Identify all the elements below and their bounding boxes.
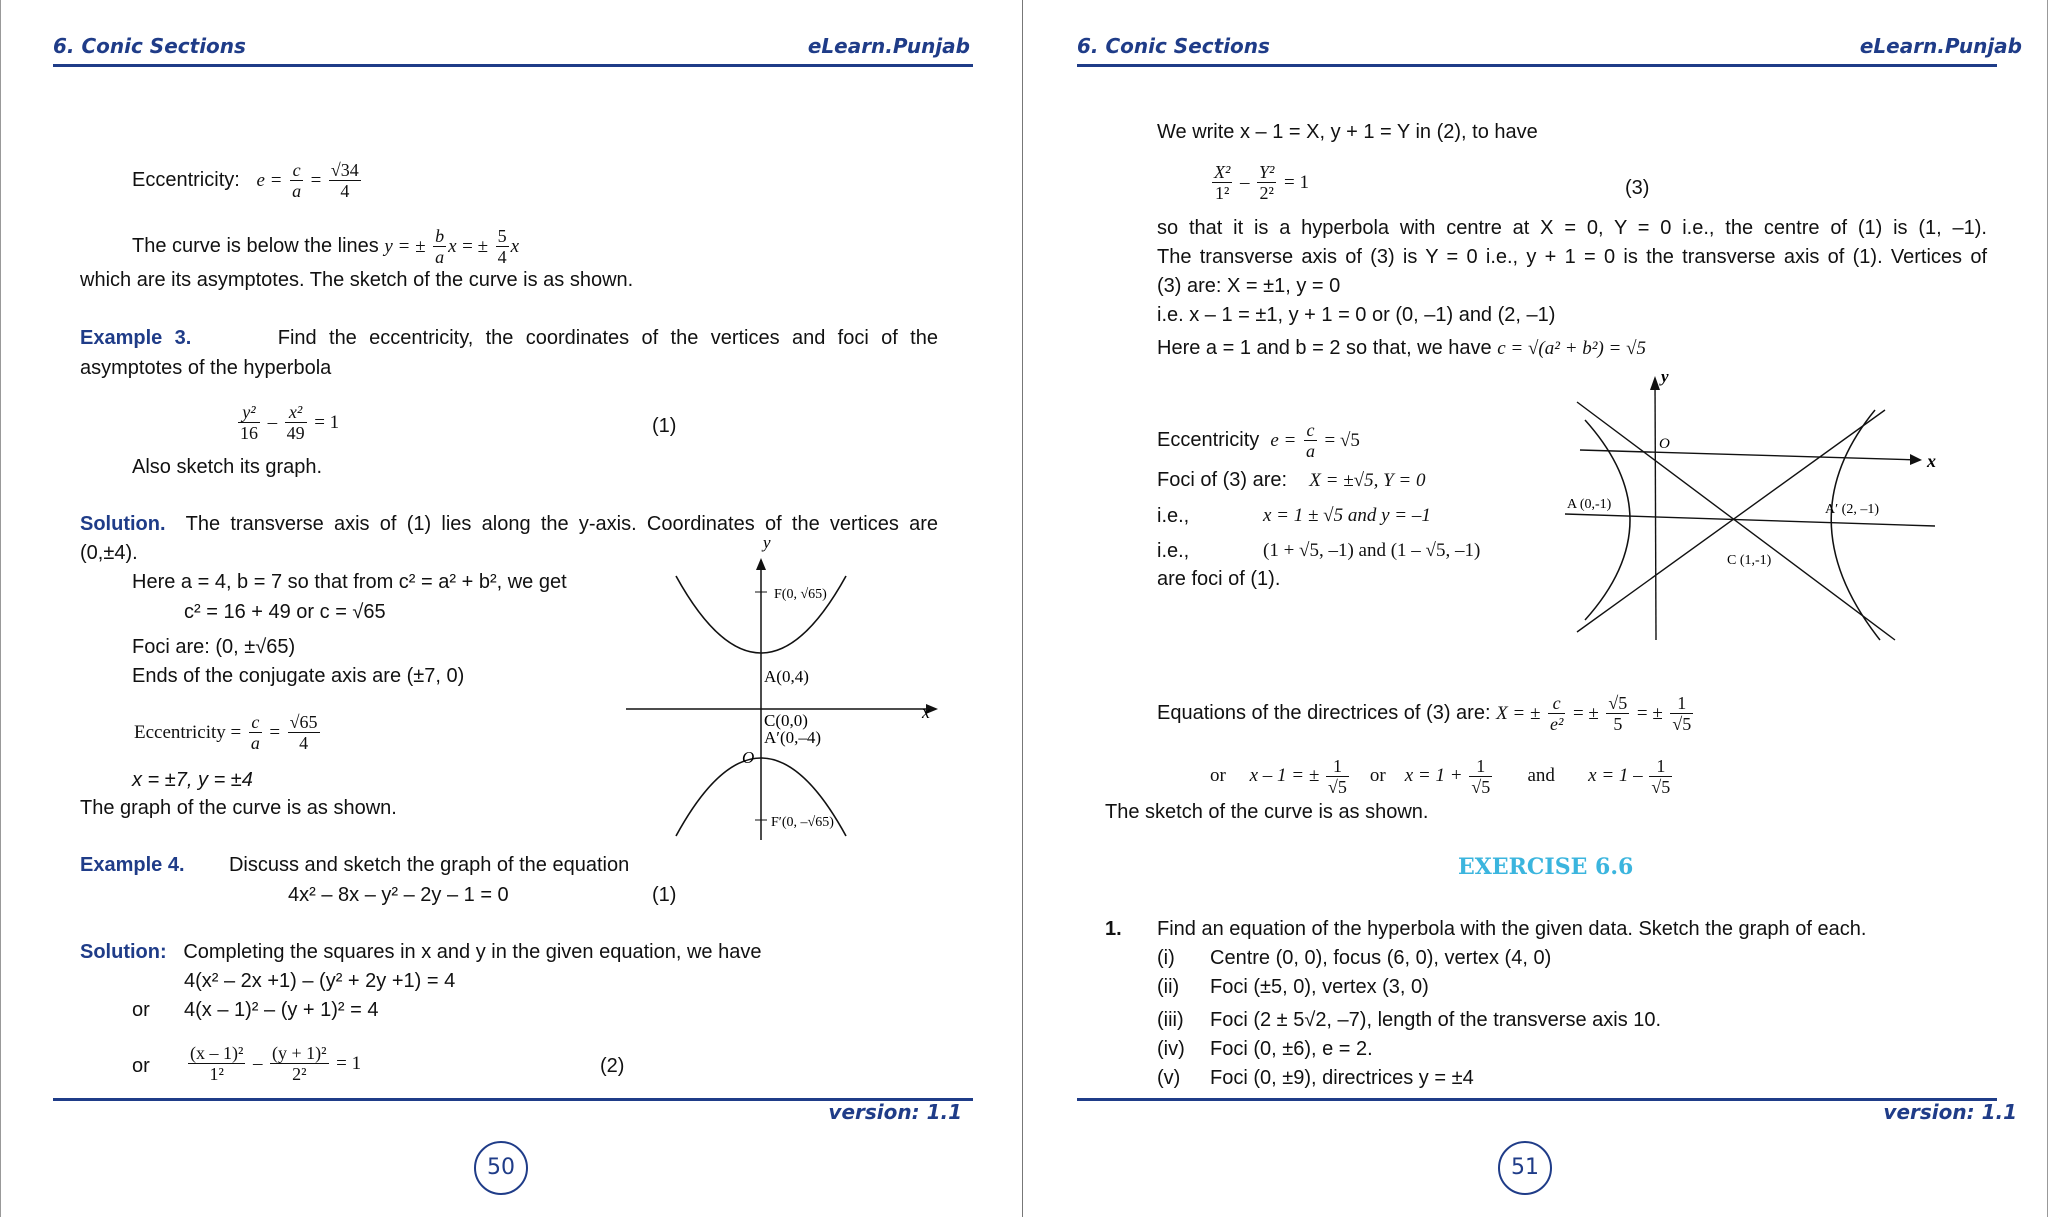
item-text: Foci (±5, 0), vertex (3, 0) [1210, 976, 1429, 998]
y-axis-label: y [763, 540, 771, 552]
eccentricity-line: Eccentricity: e = $\frac{c}{a}$ = $\frac{√34}{4}$ [132, 160, 359, 201]
version-label: version: 1.1 [828, 1100, 962, 1124]
solution-4: Solution: Completing the squares in x and y in the given equation, we have [80, 941, 762, 963]
centre-label: C (1,-1) [1727, 553, 1772, 568]
paragraph: Also sketch its graph. [132, 456, 323, 478]
item-number: (iv) [1157, 1038, 1185, 1060]
x-axis-label: x [922, 702, 930, 722]
version-label: version: 1.1 [1883, 1100, 2017, 1124]
example-4: Example 4. Discuss and sketch the graph of the equation [80, 854, 630, 876]
paragraph: so that it is a hyperbola with centre at X = 0, Y = 0 i.e., the centre of (1) is (1, –1). [1157, 217, 1987, 239]
asymptote-line: The curve is below the lines y = ± $\frac{b}{a}$ x = ± $\frac{5}{4}$ x [132, 226, 520, 267]
item-number: (ii) [1157, 976, 1180, 998]
eccentricity-line-3: Eccentricity e = $\frac{c}{a}$ = √5 [1157, 420, 1360, 461]
item-number: (v) [1157, 1067, 1181, 1089]
brand-header: eLearn.Punjab [1859, 34, 2022, 58]
equation-number: (2) [600, 1055, 625, 1077]
equation-number: (1) [652, 884, 677, 906]
paragraph: asymptotes of the hyperbola [80, 357, 332, 379]
hyperbola-graph-2 [1555, 370, 1945, 650]
footer-rule [1077, 1098, 1997, 1101]
header-rule [1077, 64, 1997, 67]
equation-3: $\frac{\text{X²}}{\text{1²}}$ – $\frac{\text{Y²}}{\text{2²}}$ = 1 [1214, 162, 1309, 203]
fraction: $\frac{c}{a}$ [292, 160, 302, 201]
right-page: 6. Conic Sections eLearn.Punjab We write x – 1 = X, y + 1 = Y in (2), to have $\frac{\text{X²}}{\text{1²}}$ – $\frac{\text{Y²}}{\text{2²}}$ = 1 (3) so that it is a hyperbola with centre at X = 0, Y = 0 i.e., the centre of (1) is (1, –1). The transverse axis of (3) is Y = 0 i.e., y + 1 = 0 is the transverse axis of (1). Vertices of (3) are: X = ±1, y = 0 i.e. x – 1 = ±1, y + 1 = 0 or (0, –1) and (2, –1) Here a = 1 and b = 2 so that, we have c = √(a² + b²) = √5 Eccentricity e = $\frac{c}{a}$ = √5 Foci of (3) are: X = ±√5, Y = 0 i.e., x = 1 ± √5 and y = –1 i.e., (1 + √5, –1) and (1 – √5, –1) are foci of (1). y x O A (0,-1) A′ (2, –1) C (1,-1) Equations of the directrices of (3) are: X = ± $\frac{c}{\text{e²}}$ = ± $\frac{√5}{5}$ = ± $\frac{1}{√5}$ or x – 1 = ± $\frac{1}{√5}$ or x = 1 + $\frac{1}{√5}$ and x = 1 – $\frac{1}{√5}$ The sketch of the curve is as shown. EXERCISE 6.6 1. Find an equation of the hyperbola with the given data. Sketch the graph of each. (i) Centre (0, 0), focus (6, 0), vertex (4, 0) (ii) Foci (±5, 0), vertex (3, 0) (iii) Foci (2 ± 5√2, –7), length of the transverse axis 10. (iv) Foci (0, ±6), e = 2. (v) Foci (0, ±9), directrices y = ±4 version: 1.1 51 [1025, 0, 2048, 1217]
origin-label: O [742, 748, 755, 767]
fraction: $\frac{√34}{4}$ [330, 160, 359, 201]
directrix-line: Equations of the directrices of (3) are: X = ± $\frac{c}{\text{e²}}$ = ± $\frac{√5}{5}$ = ± $\frac{1}{√5}$ [1157, 693, 1692, 734]
hyperbola-graph-1 [626, 540, 946, 840]
chapter-header: 6. Conic Sections [1077, 34, 1270, 58]
item-text: Foci (0, ±9), directrices y = ±4 [1210, 1067, 1474, 1089]
solution-3: Solution. The transverse axis of (1) lies along the y-axis. Coordinates of the vertices are [80, 513, 938, 535]
focus-label: F′(0, –√65) [771, 815, 834, 830]
exercise-title: EXERCISE 6.6 [1458, 854, 1634, 880]
paragraph: i.e. x – 1 = ±1, y + 1 = 0 or (0, –1) and (2, –1) [1157, 304, 1556, 326]
equation-1: $\frac{\text{y²}}{16}$ – $\frac{\text{x²}}{49}$ = 1 [240, 402, 340, 443]
vertex-label: A (0,-1) [1567, 497, 1612, 512]
example-3: Example 3. Find the eccentricity, the coordinates of the vertices and foci of the [80, 327, 938, 349]
item-text: Centre (0, 0), focus (6, 0), vertex (4, 0) [1210, 947, 1552, 969]
equation-number: (1) [652, 415, 677, 437]
question-text: Find an equation of the hyperbola with the given data. Sketch the graph of each. [1157, 918, 1867, 940]
foci-line: Foci of (3) are: X = ±√5, Y = 0 [1157, 469, 1426, 491]
equation-number: (3) [1625, 177, 1650, 199]
vertex-label: A′ (2, –1) [1825, 502, 1879, 517]
brand-header: eLearn.Punjab [807, 34, 970, 58]
vertex-label: A(0,4) [764, 667, 809, 686]
y-axis-label: y [1661, 370, 1669, 386]
page-number: 50 [474, 1141, 528, 1195]
paragraph: which are its asymptotes. The sketch of the curve is as shown. [80, 269, 634, 291]
question-number: 1. [1105, 918, 1122, 940]
origin-label: O [1659, 436, 1670, 452]
item-text: Foci (2 ± 5√2, –7), length of the transverse axis 10. [1210, 1009, 1662, 1031]
item-number: (i) [1157, 947, 1175, 969]
vertex-label: A′(0,–4) [764, 728, 822, 747]
header-rule [53, 64, 973, 67]
focus-label: F(0, √65) [774, 587, 827, 602]
item-text: Foci (0, ±6), e = 2. [1210, 1038, 1373, 1060]
eccentricity-line-2: Eccentricity = $\frac{c}{a}$ = $\frac{√65}{4}$ [134, 712, 318, 753]
paragraph: Here a = 1 and b = 2 so that, we have c = √(a² + b²) = √5 [1157, 337, 1647, 359]
paragraph: The transverse axis of (3) is Y = 0 i.e., y + 1 = 0 is the transverse axis of (1). Vertices of [1157, 246, 1987, 268]
chapter-header: 6. Conic Sections [53, 34, 246, 58]
item-number: (iii) [1157, 1009, 1184, 1031]
paragraph: We write x – 1 = X, y + 1 = Y in (2), to have [1157, 121, 1538, 143]
equation: 4x² – 8x – y² – 2y – 1 = 0 [288, 884, 509, 906]
x-axis-label: x [1927, 451, 1936, 471]
paragraph: The sketch of the curve is as shown. [1105, 801, 1429, 823]
centre-label: C(0,0) [764, 711, 808, 730]
directrix-alternatives: or x – 1 = ± $\frac{1}{√5}$ or x = 1 + $\frac{1}{√5}$ and x = 1 – $\frac{1}{√5}$ [1210, 756, 1671, 797]
page-number: 51 [1498, 1141, 1552, 1195]
left-page: 6. Conic Sections eLearn.Punjab Eccentricity: e = $\frac{c}{a}$ = $\frac{√34}{4}$ The curve is below the lines y = ± $\frac{b}{a}$ x = ± $\frac{5}{4}$ x which are its asymptotes. The sketch of the curve is as shown. Example 3. Find the eccentricity, the coordinates of the vertices and foci of the asymptotes of the hyperbola $\frac{\text{y²}}{16}$ – $\frac{\text{x²}}{49}$ = 1 (1) Also sketch its graph. Solution. The transverse axis of (1) lies along the y-axis. Coordinates of the vertices are (0,±4). Here a = 4, b = 7 so that from c² = a² + b², we get c² = 16 + 49 or c = √65 Foci are: (0, ±√65) Ends of the conjugate axis are (±7, 0) Eccentricity = $\frac{c}{a}$ = $\frac{√65}{4}$ x = ±7, y = ±4 The graph of the curve is as shown. y x F(0, √65) A(0,4) C(0,0) A′(0,–4) O F′(0, –√65) Example 4. Discuss and sketch the graph of the equation 4x² – 8x – y² – 2y – 1 = 0 (1) Solution: Completing the squares in x and y in the given equation, we have 4(x² – 2x +1) – (y² + 2y +1) = 4 or 4(x – 1)² – (y + 1)² = 4 or $\frac{\text{(x – 1)²}}{\text{1²}}$ – $\frac{\text{(y + 1)²}}{\text{2²}}$ = 1 (2) version: 1.1 50 [0, 0, 1023, 1217]
equation-2: $\frac{\text{(x – 1)²}}{\text{1²}}$ – $\frac{\text{(y + 1)²}}{\text{2²}}$ = 1 [190, 1043, 362, 1084]
paragraph: (3) are: X = ±1, y = 0 [1157, 275, 1341, 297]
